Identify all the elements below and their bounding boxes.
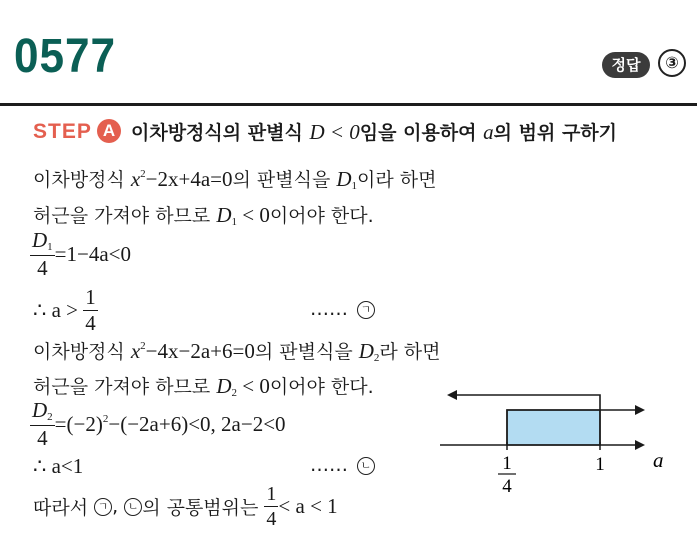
l6-sub: 2	[231, 387, 237, 399]
number-line-axis-head	[635, 440, 645, 450]
l9-den: 4	[266, 508, 277, 530]
l2-D: D	[216, 203, 232, 227]
l5-mid: 의 판별식을	[254, 341, 353, 363]
line-3	[30, 230, 131, 279]
l7-num: D	[32, 398, 48, 422]
l7-num-sub: 2	[47, 411, 53, 423]
l1-exp: 2	[140, 168, 146, 180]
step-title	[131, 118, 617, 145]
l1-end: 이라 하면	[357, 169, 437, 191]
l1-pre: 이차방정식	[33, 169, 125, 191]
step-title-post: 임을 이용하여	[359, 122, 477, 144]
l7-a: =(−2)	[54, 412, 103, 436]
l7-den: 4	[37, 426, 48, 450]
l4-den: 4	[85, 311, 96, 335]
l9-comma: ,	[112, 495, 119, 518]
l5-pre: 이차방정식	[33, 341, 125, 363]
l4-pre: ∴ a >	[33, 298, 79, 322]
l3-rest: =1−4a<0	[54, 242, 132, 266]
l5-x: x	[130, 339, 141, 363]
l3-num-sub: 1	[47, 241, 53, 253]
line-9	[33, 484, 338, 529]
line-6	[33, 372, 374, 399]
l5-end: 라 하면	[379, 341, 441, 363]
step-title-pre: 이차방정식의 판별식	[131, 122, 303, 144]
l6-pre: 허근을 가져야 하므로	[33, 376, 211, 398]
problem-number: 0577	[14, 30, 116, 83]
l3-fraction	[30, 230, 55, 279]
l9-num: 1	[266, 483, 277, 505]
range-arrow-lt-1-head	[447, 390, 457, 400]
answer-value: ③	[658, 49, 686, 77]
l4-fraction	[83, 287, 98, 334]
l4-num: 1	[85, 285, 96, 309]
l8-mark: ㄴ	[357, 457, 375, 475]
common-range-region	[507, 410, 600, 445]
l1-D: D	[336, 167, 352, 191]
l7-b: −(−2a+6)<0, 2a−2<0	[108, 412, 286, 436]
line-7	[30, 400, 286, 449]
l3-den: 4	[37, 256, 48, 280]
l2-pre: 허근을 가져야 하므로	[33, 205, 211, 227]
l9-pre: 따라서	[33, 497, 89, 519]
l9-rest: < a < 1	[278, 494, 338, 518]
l3-num: D	[32, 228, 48, 252]
l5-D: D	[358, 339, 374, 363]
l1-sub: 1	[351, 180, 358, 192]
tick-label-quarter-den: 4	[502, 476, 512, 497]
step-title-end: 의 범위 구하기	[493, 122, 618, 144]
l2-sub: 1	[231, 216, 237, 228]
l5-exp: 2	[140, 340, 146, 352]
line-1	[33, 165, 437, 192]
l1-mid: 의 판별식을	[232, 169, 331, 191]
l8-dots: ……	[310, 454, 348, 476]
axis-variable-label: a	[653, 448, 664, 472]
l9-mark-1: ㄱ	[94, 498, 112, 516]
l5-rest: −4x−2a+6=0	[145, 339, 255, 363]
l9-fraction	[264, 484, 278, 529]
step-title-math: D < 0	[309, 120, 360, 144]
l1-rest: −2x+4a=0	[145, 167, 233, 191]
l7-exp: 2	[102, 413, 109, 425]
l2-math: < 0	[242, 203, 270, 227]
line-4	[33, 287, 98, 334]
l9-mid: 의 공통범위는	[142, 497, 259, 519]
step-label: STEP	[33, 120, 92, 143]
l2-end: 이어야 한다.	[269, 205, 374, 227]
l7-fraction	[30, 400, 55, 449]
header-divider	[0, 103, 697, 106]
line-8: ∴ a<1	[33, 454, 84, 478]
step-letter-badge: A	[97, 119, 121, 143]
l5-sub: 2	[373, 352, 380, 364]
l4-dots: ……	[310, 298, 348, 320]
tick-label-one: 1	[595, 454, 605, 475]
range-arrow-gt-quarter-head	[635, 405, 645, 415]
answer-badge: 정답	[602, 52, 650, 78]
line-5	[33, 337, 441, 364]
line-2	[33, 201, 374, 228]
l4-mark: ㄱ	[357, 301, 375, 319]
l6-D: D	[216, 374, 232, 398]
l1-x: x	[130, 167, 141, 191]
l9-mark-2: ㄴ	[124, 498, 142, 516]
number-line-diagram	[435, 380, 685, 505]
tick-label-quarter-num: 1	[502, 453, 512, 474]
l6-math: < 0	[242, 374, 270, 398]
l6-end: 이어야 한다.	[269, 376, 374, 398]
step-title-var: a	[483, 120, 494, 144]
